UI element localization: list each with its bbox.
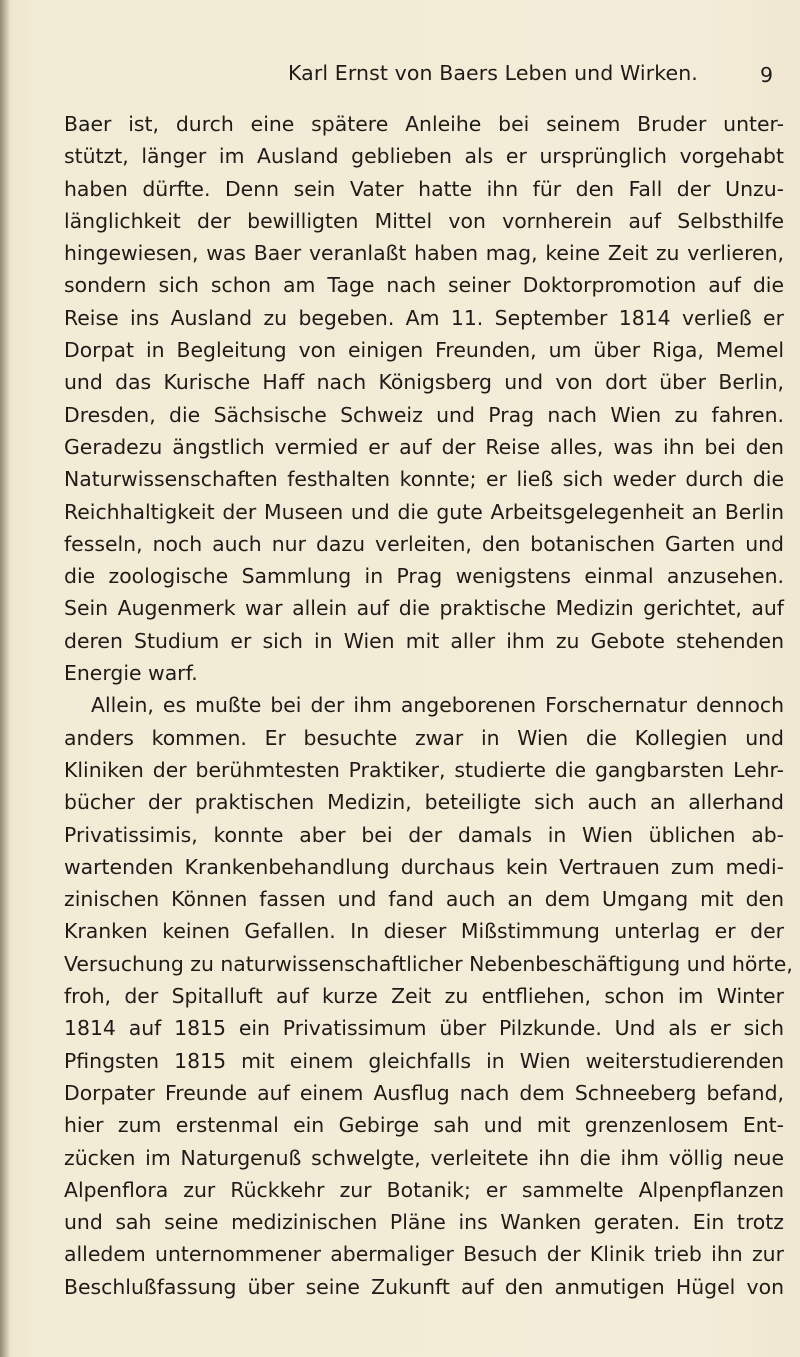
- text-line: deren Studium er sich in Wien mit aller ihm zu Gebote stehenden: [64, 628, 784, 653]
- text-line: und das Kurische Haff nach Königsberg und von dort über Berlin,: [64, 370, 784, 395]
- text-line: länglichkeit der bewilligten Mittel von vornherein auf Selbsthilfe: [64, 208, 784, 233]
- text-line: Energie warf.: [64, 661, 198, 686]
- text-line: Allein, es mußte bei der ihm angeborenen Forschernatur dennoch: [91, 693, 784, 718]
- page-header: [0, 61, 800, 91]
- text-line: Dorpat in Begleitung von einigen Freunden, um über Riga, Memel: [64, 338, 784, 363]
- text-line: Alpenflora zur Rückkehr zur Botanik; er sammelte Alpenpflanzen: [64, 1177, 784, 1202]
- text-line: Kliniken der berühmtesten Praktiker, studierte die gangbarsten Lehr-: [64, 757, 784, 782]
- text-line: Beschlußfassung über seine Zukunft auf den anmutigen Hügel von: [64, 1274, 784, 1299]
- text-line: Versuchung zu naturwissenschaftlicher Nebenbeschäftigung und hörte,: [64, 951, 793, 976]
- text-line: Dorpater Freunde auf einem Ausflug nach dem Schneeberg befand,: [64, 1080, 784, 1105]
- text-line: bücher der praktischen Medizin, beteiligte sich auch an allerhand: [64, 790, 784, 815]
- page-number: 9: [760, 63, 774, 87]
- text-line: anders kommen. Er besuchte zwar in Wien die Kollegien und: [64, 725, 784, 750]
- text-line: haben dürfte. Denn sein Vater hatte ihn für den Fall der Unzu-: [64, 176, 784, 201]
- text-line: zinischen Können fassen und fand auch an dem Umgang mit den: [64, 887, 784, 912]
- text-line: Sein Augenmerk war allein auf die praktische Medizin gerichtet, auf: [64, 596, 784, 621]
- text-line: und sah seine medizinischen Pläne ins Wanken geraten. Ein trotz: [64, 1210, 784, 1235]
- running-head: Karl Ernst von Baers Leben und Wirken.: [288, 61, 698, 85]
- text-line: Reise ins Ausland zu begeben. Am 11. September 1814 verließ er: [64, 305, 784, 330]
- text-line: Reichhaltigkeit der Museen und die gute Arbeitsgelegenheit an Berlin: [64, 499, 784, 524]
- binding-shadow: [0, 0, 10, 1357]
- text-line: Baer ist, durch eine spätere Anleihe bei seinem Bruder unter-: [64, 112, 784, 136]
- text-line: Kranken keinen Gefallen. In dieser Mißstimmung unterlag er der: [64, 919, 784, 944]
- text-line: wartenden Krankenbehandlung durchaus kein Vertrauen zum medi-: [64, 854, 784, 879]
- text-line: alledem unternommener abermaliger Besuch der Klinik trieb ihn zur: [64, 1242, 784, 1267]
- text-line: 1814 auf 1815 ein Privatissimum über Pilzkunde. Und als er sich: [64, 1016, 784, 1041]
- text-line: die zoologische Sammlung in Prag wenigstens einmal anzusehen.: [64, 564, 784, 589]
- text-line: zücken im Naturgenuß schwelgte, verleitete ihn die ihm völlig neue: [64, 1145, 784, 1170]
- text-line: hingewiesen, was Baer veranlaßt haben mag, keine Zeit zu verlieren,: [64, 241, 784, 266]
- body-text: [64, 108, 793, 1303]
- text-line: Pfingsten 1815 mit einem gleichfalls in Wien weiterstudierenden: [64, 1048, 784, 1073]
- text-line: sondern sich schon am Tage nach seiner Doktorpromotion auf die: [64, 273, 784, 298]
- text-line: froh, der Spitalluft auf kurze Zeit zu entfliehen, schon im Winter: [64, 984, 784, 1009]
- text-line: Privatissimis, konnte aber bei der damals in Wien üblichen ab-: [64, 822, 784, 847]
- text-line: stützt, länger im Ausland geblieben als er ursprünglich vorgehabt: [64, 144, 784, 169]
- text-line: Geradezu ängstlich vermied er auf der Reise alles, was ihn bei den: [64, 434, 784, 459]
- text-line: Naturwissenschaften festhalten konnte; er ließ sich weder durch die: [64, 467, 784, 492]
- text-line: Dresden, die Sächsische Schweiz und Prag nach Wien zu fahren.: [64, 402, 784, 427]
- text-line: fesseln, noch auch nur dazu verleiten, den botanischen Garten und: [64, 531, 784, 556]
- text-line: hier zum erstenmal ein Gebirge sah und mit grenzenlosem Ent-: [64, 1113, 784, 1138]
